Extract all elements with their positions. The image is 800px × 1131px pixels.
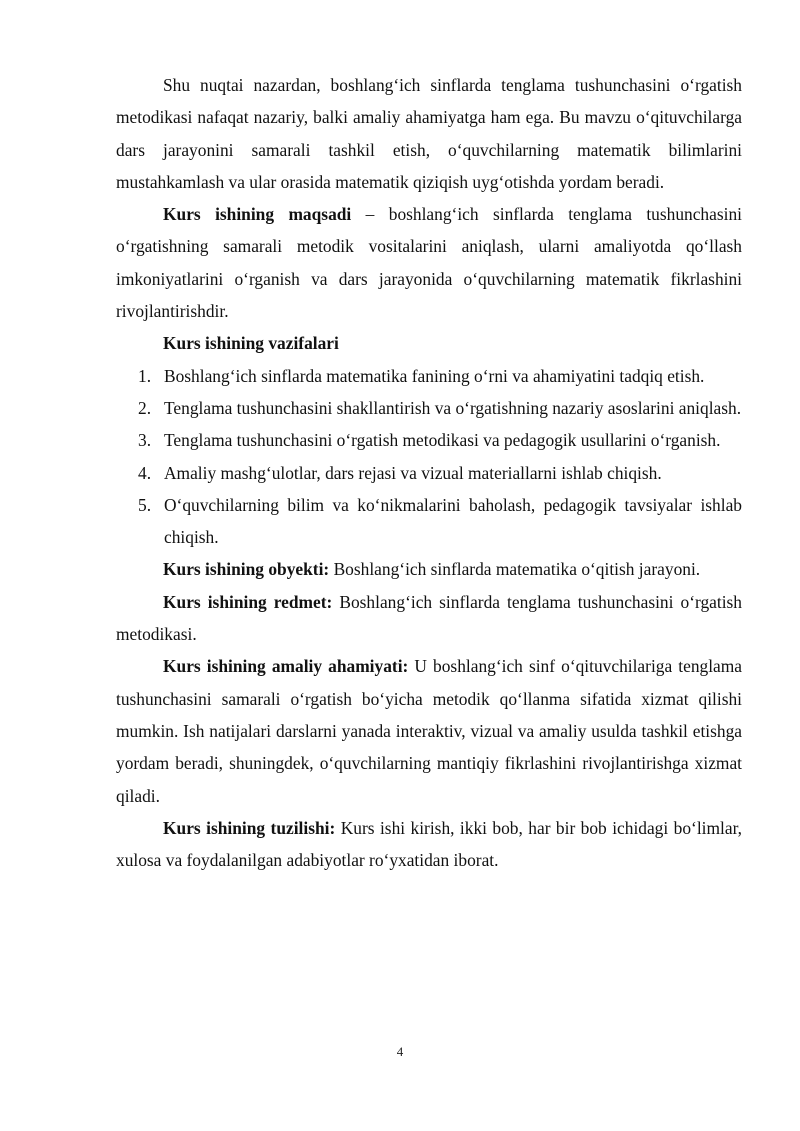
practical-significance-paragraph xyxy=(116,650,742,811)
subject-label: Kurs ishining redmet: xyxy=(163,591,333,612)
list-item-text: Tenglama tushunchasini shakllantirish va o‘rgatishning nazariy asoslarini aniqlash. xyxy=(164,397,742,418)
list-item-number: 1. xyxy=(138,365,152,386)
list-item-number: 4. xyxy=(138,462,152,483)
object-paragraph xyxy=(116,553,742,585)
goal-paragraph xyxy=(116,198,742,327)
list-item xyxy=(116,424,742,456)
list-item xyxy=(116,360,742,392)
list-item-text: O‘quvchilarning bilim va ko‘nikmalarini baholash, pedagogik tavsiyalar ishlab chiqish. xyxy=(164,494,742,548)
object-label: Kurs ishining obyekti: xyxy=(163,559,330,580)
list-item-text: Boshlang‘ich sinflarda matematika fanining o‘rni va ahamiyatini tadqiq etish. xyxy=(164,365,705,386)
document-page xyxy=(116,69,742,876)
subject-paragraph xyxy=(116,586,742,651)
list-item-text: Tenglama tushunchasini o‘rgatish metodikasi va pedagogik usullarini o‘rganish. xyxy=(164,430,721,451)
practical-significance-label: Kurs ishining amaliy ahamiyati: xyxy=(163,656,409,677)
practical-significance-text: U boshlang‘ich sinf o‘qituvchilariga tenglama tushunchasini samarali o‘rgatish bo‘yicha metodik qo‘llanma sifatida xizmat qilishi mumkin. Ish natijalari darslarni yanada interaktiv, vizual va amaliy usulda tashkil etishga yordam beradi, shuningdek, o‘quvchilarning mantiqiy fikrlashini rivojlantirishga xizmat qiladi. xyxy=(116,656,743,806)
list-item-number: 5. xyxy=(138,494,152,515)
subject-text: Boshlang‘ich sinflarda tenglama tushunchasini o‘rgatish metodikasi. xyxy=(116,591,742,645)
structure-label: Kurs ishining tuzilishi: xyxy=(163,817,336,838)
object-text: Boshlang‘ich sinflarda matematika o‘qitish jarayoni. xyxy=(329,559,701,580)
goal-text: – boshlang‘ich sinflarda tenglama tushunchasini o‘rgatishning samarali metodik vositalarini aniqlash, ularni amaliyotda qo‘llash imkoniyatlarini o‘rganish va dars jarayonida o‘quvchilarning matematik fikrlashini rivojlantirishdir. xyxy=(116,204,742,322)
list-item xyxy=(116,489,742,554)
list-item xyxy=(116,392,742,424)
page-number: 4 xyxy=(396,1044,404,1059)
list-item xyxy=(116,457,742,489)
list-item-text: Amaliy mashg‘ulotlar, dars rejasi va vizual materiallarni ishlab chiqish. xyxy=(164,462,662,483)
structure-paragraph xyxy=(116,812,742,877)
intro-paragraph xyxy=(116,69,742,198)
intro-text: Shu nuqtai nazardan, boshlang‘ich sinflarda tenglama tushunchasini o‘rgatish metodikasi nafaqat nazariy, balki amaliy ahamiyatga ham ega. Bu mavzu o‘qituvchilarga dars jarayonini samarali tashkil etish, o‘quvchilarning matematik bilimlarini mustahkamlash va ular orasida matematik qiziqish uyg‘otishda yordam beradi. xyxy=(116,75,742,192)
goal-label: Kurs ishining maqsadi xyxy=(163,204,352,225)
structure-text: Kurs ishi kirish, ikki bob, har bir bob ichidagi bo‘limlar, xulosa va foydalanilgan adabiyotlar ro‘yxatidan iborat. xyxy=(116,817,743,871)
tasks-list xyxy=(116,360,742,554)
list-item-number: 2. xyxy=(138,397,152,418)
tasks-heading: Kurs ishining vazifalari xyxy=(163,333,339,354)
list-item-number: 3. xyxy=(138,430,152,451)
